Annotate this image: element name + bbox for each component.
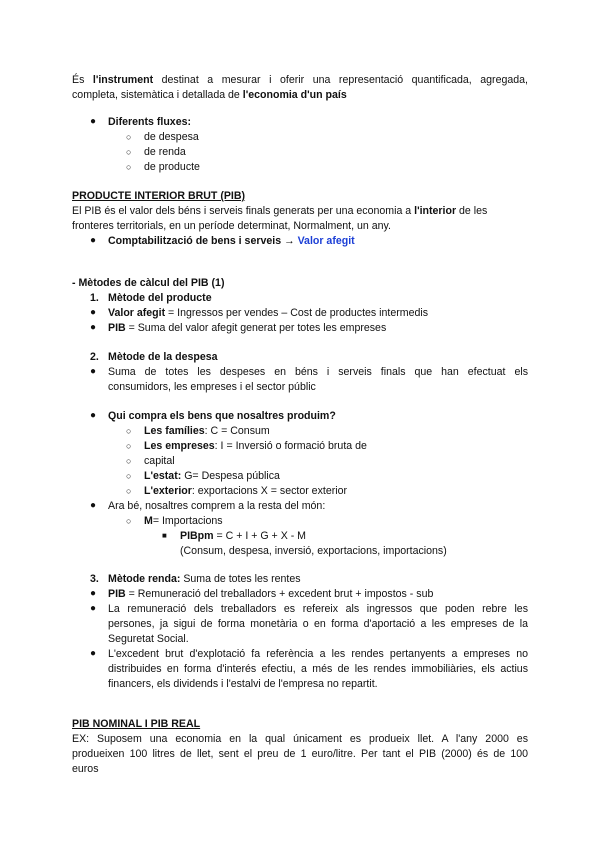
m3-bullet-2-line: Seguretat Social.: [108, 633, 189, 645]
circle-bullet-icon: ○: [126, 162, 132, 172]
qui-item: Les famílies: C = Consum: [144, 425, 270, 437]
qui-item: capital: [144, 455, 175, 467]
nominal-line: EX: Suposem una economia en la qual únicament es produeix llet. A l'any 2000 es: [72, 733, 528, 745]
bullet-icon: ●: [90, 322, 97, 333]
m3-number: 3.: [90, 573, 99, 585]
square-bullet-icon: ■: [162, 531, 167, 540]
circle-bullet-icon: ○: [126, 486, 132, 496]
m1-bullet-2: PIB = Suma del valor afegit generat per totes les empreses: [108, 322, 387, 334]
intro-line-2: completa, sistemàtica i detallada de l'economia d'un país: [72, 89, 347, 101]
bullet-icon: ●: [90, 648, 97, 659]
circle-bullet-icon: ○: [126, 516, 132, 526]
metodes-title: - Mètodes de càlcul del PIB (1): [72, 277, 225, 289]
m1-number: 1.: [90, 292, 99, 304]
m2-title: Mètode de la despesa: [108, 351, 218, 363]
nominal-line: produeixen 100 litres de llet, sent el preu de 1 euro/litre. Per tant el PIB (2000) és de 100: [72, 748, 528, 760]
pib-heading: PRODUCTE INTERIOR BRUT (PIB): [72, 190, 246, 202]
circle-bullet-icon: ○: [126, 471, 132, 481]
arabe-sub: M= Importacions: [144, 515, 223, 527]
nominal-line: euros: [72, 763, 99, 775]
pib-def-line-2: fronteres territorials, en un període determinat, Normalment, un any.: [72, 220, 391, 232]
circle-bullet-icon: ○: [126, 441, 132, 451]
m3-bullet-2-line: persones, ja sigui de forma monetària o en forma d'aportació a les empreses de la: [108, 618, 528, 630]
circle-bullet-icon: ○: [126, 456, 132, 466]
m3-bullet-3-line: L'excedent brut d'explotació fa referència a les rendes pertanyents a empreses no: [108, 648, 528, 660]
bullet-icon: ●: [90, 116, 97, 127]
bullet-icon: ●: [90, 307, 97, 318]
m2-number: 2.: [90, 351, 99, 363]
bullet-icon: ●: [90, 588, 97, 599]
bullet-icon: ●: [90, 500, 97, 511]
pib-bullet: Comptabilització de bens i serveis → Valor afegit: [108, 235, 355, 247]
fluxes-item: de renda: [144, 146, 186, 158]
intro-line-1: És l'instrument destinat a mesurar i oferir una representació quantificada, agregada,: [72, 74, 528, 86]
circle-bullet-icon: ○: [126, 147, 132, 157]
m2-bullet-line-2: consumidors, les empreses i el sector públic: [108, 381, 316, 393]
m1-bullet-1: Valor afegit = Ingressos per vendes – Cost de productes intermedis: [108, 307, 429, 319]
m3-bullet-2-line: La remuneració dels treballadors es refereix als ingressos que poden rebre les: [108, 603, 528, 615]
qui-item: Les empreses: I = Inversió o formació bruta de: [144, 440, 367, 452]
formula-note: (Consum, despesa, inversió, exportacions, importacions): [180, 545, 447, 557]
m1-title: Mètode del producte: [108, 292, 212, 304]
fluxes-item: de producte: [144, 161, 200, 173]
nominal-heading: PIB NOMINAL I PIB REAL: [72, 718, 201, 730]
qui-item: L'estat: G= Despesa pública: [144, 470, 280, 482]
bullet-icon: ●: [90, 603, 97, 614]
qui-title: Qui compra els bens que nosaltres produim?: [108, 410, 336, 422]
fluxes-title: Diferents fluxes:: [108, 116, 192, 128]
bullet-icon: ●: [90, 366, 97, 377]
pib-def-line-1: El PIB és el valor dels béns i serveis finals generats per una economia a l'interior de les: [72, 205, 488, 217]
circle-bullet-icon: ○: [126, 132, 132, 142]
m3-bullet-3-line: distribuides en forma d'interés efectiu, a més de les rendes immobiliàries, els actius: [108, 663, 528, 675]
bullet-icon: ●: [90, 410, 97, 421]
m3-bullet-3-line: financers, els dividends i l'estalvi de l'empresa no repartit.: [108, 678, 378, 690]
formula: PIBpm = C + I + G + X - M: [180, 530, 306, 542]
fluxes-item: de despesa: [144, 131, 199, 143]
circle-bullet-icon: ○: [126, 426, 132, 436]
m3-title: Mètode renda: Suma de totes les rentes: [108, 573, 301, 585]
arabe-text: Ara bé, nosaltres comprem a la resta del món:: [108, 500, 326, 512]
m3-bullet-1: PIB = Remuneració del treballadors + excedent brut + impostos - sub: [108, 588, 434, 600]
bullet-icon: ●: [90, 235, 97, 246]
m2-bullet-line-1: Suma de totes les despeses en béns i serveis finals que han efectuat els: [108, 366, 528, 378]
qui-item: L'exterior: exportacions X = sector exterior: [144, 485, 348, 497]
